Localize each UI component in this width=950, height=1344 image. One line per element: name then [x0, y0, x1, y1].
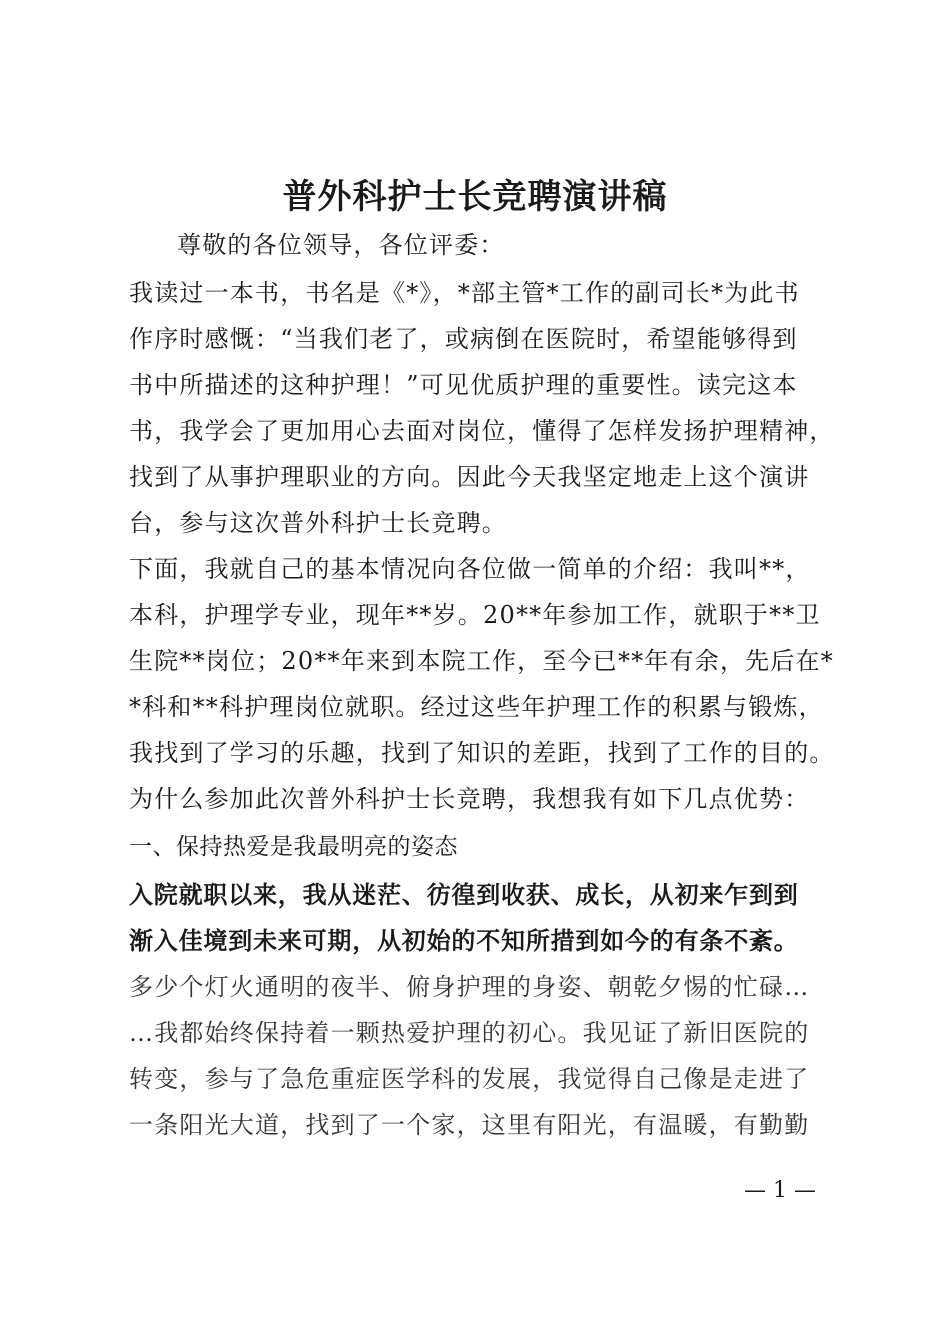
body-line: 书中所描述的这种护理！”可见优质护理的重要性。读完这本 — [129, 371, 798, 399]
body-line: 我读过一本书，书名是《*》，*部主管*工作的副司长*为此书 — [129, 279, 800, 307]
body-line: 下面，我就自己的基本情况向各位做一简单的介绍：我叫**， — [129, 555, 811, 583]
document-title: 普外科护士长竞聘演讲稿 — [282, 177, 668, 217]
body-line: *科和**科护理岗位就职。经过这些年护理工作的积累与锻炼， — [129, 693, 824, 721]
body-line: …我都始终保持着一颗热爱护理的初心。我见证了新旧医院的 — [129, 1019, 810, 1047]
body-line: 转变，参与了急危重症医学科的发展，我觉得自己像是走进了 — [129, 1065, 810, 1093]
body-line: 多少个灯火通明的夜半、俯身护理的身姿、朝乾夕惕的忙碌… — [129, 973, 810, 1001]
body-line: 本科，护理学专业，现年**岁。20**年参加工作，就职于**卫 — [129, 601, 821, 629]
page-number: — 1 — — [744, 1178, 816, 1203]
body-line: 书，我学会了更加用心去面对岗位，懂得了怎样发扬护理精神， — [129, 417, 835, 445]
body-line: 一条阳光大道，找到了一个家，这里有阳光，有温暖，有勤勤 — [129, 1111, 810, 1139]
body-line: 我找到了学习的乐趣，找到了知识的差距，找到了工作的目的。 — [129, 739, 835, 767]
bold-line: 渐入佳境到未来可期，从初始的不知所措到如今的有条不紊。 — [129, 927, 799, 955]
bold-line: 入院就职以来，我从迷茫、彷徨到收获、成长，从初来乍到到 — [129, 881, 799, 909]
body-line: 生院**岗位；20**年来到本院工作，至今已**年有余，先后在* — [129, 647, 834, 675]
body-line: 台，参与这次普外科护士长竞聘。 — [129, 509, 507, 537]
body-line: 为什么参加此次普外科护士长竞聘，我想我有如下几点优势： — [129, 785, 810, 813]
body-line: 找到了从事护理职业的方向。因此今天我坚定地走上这个演讲 — [129, 463, 810, 491]
section-heading: 一、保持热爱是我最明亮的姿态 — [129, 834, 458, 860]
body-line: 作序时感慨：“当我们老了，或病倒在医院时，希望能够得到 — [129, 325, 798, 353]
greeting-line: 尊敬的各位领导，各位评委： — [177, 231, 505, 259]
